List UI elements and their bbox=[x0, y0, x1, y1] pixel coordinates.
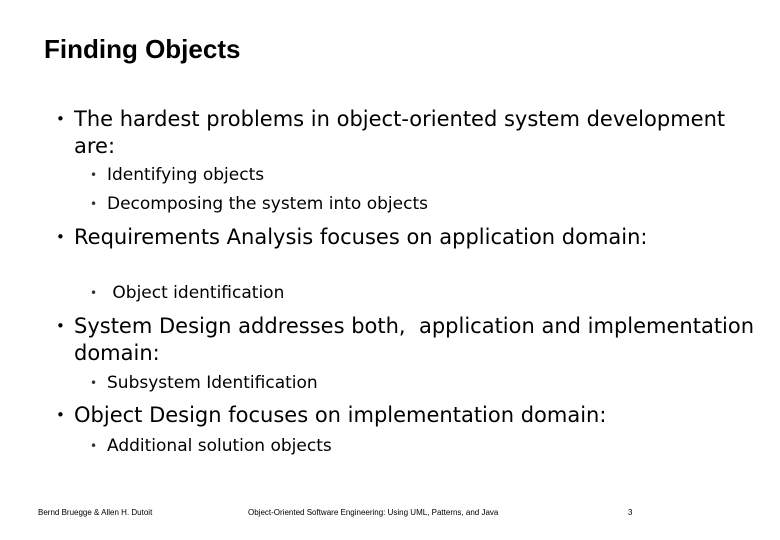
sub-bullet-text: Decomposing the system into objects bbox=[107, 194, 428, 214]
sub-bullet-text: Identifying objects bbox=[107, 165, 265, 185]
footer-authors: Bernd Bruegge & Allen H. Dutoit bbox=[38, 508, 153, 517]
bullet-marker: • bbox=[90, 168, 98, 182]
bullet-marker: • bbox=[90, 376, 98, 390]
bullet-text: System Design addresses both, application and implementation domain: bbox=[74, 314, 761, 365]
footer-page-number: 3 bbox=[628, 508, 633, 517]
sub-bullet-text: Object identification bbox=[107, 283, 285, 303]
sub-bullet-object-identification bbox=[90, 282, 750, 304]
bullet-hardest-problems bbox=[56, 106, 756, 160]
sub-bullet-text: Subsystem Identification bbox=[107, 373, 318, 393]
bullet-marker: • bbox=[56, 110, 65, 128]
sub-bullet-decomposing bbox=[90, 193, 750, 215]
sub-bullet-subsystem-identification bbox=[90, 372, 750, 394]
bullet-text: Requirements Analysis focuses on application domain: bbox=[74, 225, 648, 249]
bullet-marker: • bbox=[56, 228, 65, 246]
slide-title: Finding Objects bbox=[44, 34, 241, 64]
bullet-requirements-analysis bbox=[56, 224, 756, 251]
sub-bullet-text: Additional solution objects bbox=[107, 436, 332, 456]
bullet-object-design bbox=[56, 402, 776, 429]
footer-book-title: Object-Oriented Software Engineering: Using UML, Patterns, and Java bbox=[248, 508, 499, 517]
bullet-marker: • bbox=[56, 406, 65, 424]
bullet-system-design bbox=[56, 313, 761, 367]
bullet-marker: • bbox=[56, 317, 65, 335]
bullet-text: Object Design focuses on implementation domain: bbox=[74, 403, 607, 427]
bullet-marker: • bbox=[90, 286, 98, 300]
sub-bullet-additional-solution-objects bbox=[90, 435, 750, 457]
bullet-text: The hardest problems in object-oriented system development are: bbox=[74, 107, 726, 158]
bullet-marker: • bbox=[90, 197, 98, 211]
bullet-marker: • bbox=[90, 439, 98, 453]
sub-bullet-identifying-objects bbox=[90, 164, 750, 186]
